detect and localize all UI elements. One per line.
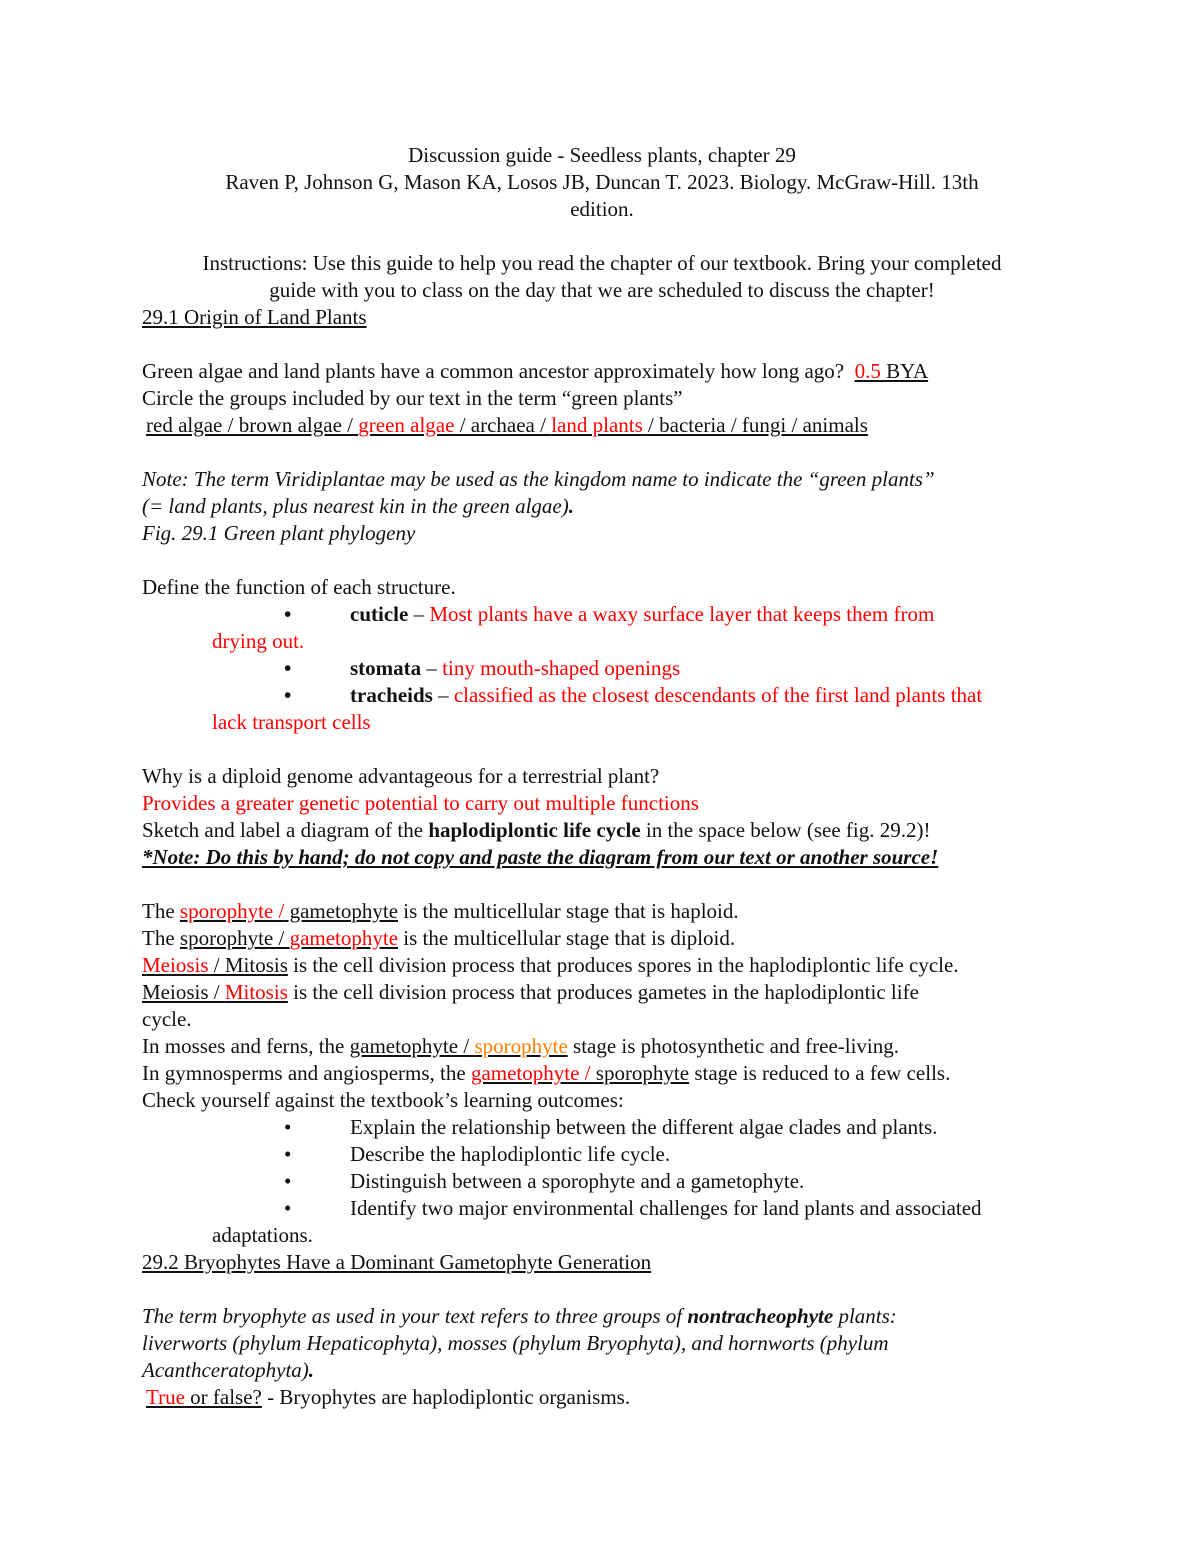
define-prompt: Define the function of each structure. <box>142 575 456 599</box>
outcome-item-continued: adaptations. <box>212 1223 313 1247</box>
statement-mosses-ferns: In mosses and ferns, the gametophyte / sporophyte stage is photosynthetic and free-living. <box>142 1034 900 1058</box>
note-viridiplantae-line-2: (= land plants, plus nearest kin in the green algae). <box>142 494 574 518</box>
diploid-answer: Provides a greater genetic potential to carry out multiple functions <box>142 791 699 815</box>
question-common-ancestor: Green algae and land plants have a common ancestor approximately how long ago? 0.5 BYA <box>142 359 929 383</box>
statement-diploid-stage: The sporophyte / gametophyte is the multicellular stage that is diploid. <box>142 926 736 950</box>
document-title: Discussion guide - Seedless plants, chapter 29 <box>408 143 796 167</box>
bullet: • <box>284 656 292 680</box>
document-body <box>142 142 1062 1411</box>
statement-gametes-division: Meiosis / Mitosis is the cell division process that produces gametes in the haplodiplontic life <box>142 980 919 1004</box>
outcome-item: • Identify two major environmental challenges for land plants and associated <box>284 1196 982 1220</box>
outcome-item: • Describe the haplodiplontic life cycle. <box>284 1142 671 1166</box>
circle-prompt: Circle the groups included by our text in the term “green plants” <box>142 386 683 410</box>
sketch-prompt: Sketch and label a diagram of the haplodiplontic life cycle in the space below (see fig. 29.2)! <box>142 818 931 842</box>
structure-tracheids-continued: lack transport cells <box>212 710 371 734</box>
instructions-line-1: Instructions: Use this guide to help you read the chapter of our textbook. Bring your completed <box>202 251 1002 275</box>
structure-item-cuticle: • cuticle – Most plants have a waxy surface layer that keeps them from <box>284 602 935 626</box>
instructions-line-2: guide with you to class on the day that we are scheduled to discuss the chapter! <box>269 278 935 302</box>
section-heading-29-2: 29.2 Bryophytes Have a Dominant Gametophyte Generation <box>142 1250 652 1274</box>
structure-cuticle-continued: drying out. <box>212 629 305 653</box>
bryophyte-paragraph-line-1: The term bryophyte as used in your text refers to three groups of nontracheophyte plants: <box>142 1304 897 1328</box>
section-heading-29-1: 29.1 Origin of Land Plants <box>142 305 367 329</box>
diploid-question: Why is a diploid genome advantageous for a terrestrial plant? <box>142 764 660 788</box>
citation-line-1: Raven P, Johnson G, Mason KA, Losos JB, Duncan T. 2023. Biology. McGraw-Hill. 13th <box>225 170 979 194</box>
statement-spores-division: Meiosis / Mitosis is the cell division process that produces spores in the haplodiplontic life cycle. <box>142 953 959 977</box>
answer-green-algae: green algae <box>358 413 455 437</box>
answer-0-5-bya: 0.5 BYA <box>854 359 929 383</box>
bryophyte-paragraph-line-3: Acanthceratophyta). <box>142 1358 315 1382</box>
check-prompt: Check yourself against the textbook’s learning outcomes: <box>142 1088 624 1112</box>
green-plants-groups: red algae / brown algae / green algae / archaea / land plants / bacteria / fungi / animals <box>146 413 868 437</box>
structure-item-stomata: • stomata – tiny mouth-shaped openings <box>284 656 681 680</box>
bryophyte-paragraph-line-2: liverworts (phylum Hepaticophyta), mosses (phylum Bryophyta), and hornworts (phylum <box>142 1331 889 1355</box>
sketch-note: *Note: Do this by hand; do not copy and paste the diagram from our text or another source! <box>142 845 939 869</box>
statement-gametes-division-continued: cycle. <box>142 1007 192 1031</box>
figure-caption: Fig. 29.1 Green plant phylogeny <box>142 521 416 545</box>
bullet: • <box>284 683 292 707</box>
outcome-item: • Distinguish between a sporophyte and a gametophyte. <box>284 1169 805 1193</box>
note-viridiplantae-line-1: Note: The term Viridiplantae may be used as the kingdom name to indicate the “green plants” <box>142 467 935 491</box>
outcome-item: • Explain the relationship between the different algae clades and plants. <box>284 1115 938 1139</box>
bullet: • <box>284 602 292 626</box>
statement-gymnosperms: In gymnosperms and angiosperms, the gametophyte / sporophyte stage is reduced to a few cells. <box>142 1061 951 1085</box>
structure-item-tracheids: • tracheids – classified as the closest descendants of the first land plants that <box>284 683 983 707</box>
citation-line-2: edition. <box>570 197 634 221</box>
answer-land-plants: land plants <box>551 413 643 437</box>
statement-haploid-stage: The sporophyte / gametophyte is the multicellular stage that is haploid. <box>142 899 739 923</box>
true-false-question: True or false? - Bryophytes are haplodiplontic organisms. <box>146 1385 631 1409</box>
